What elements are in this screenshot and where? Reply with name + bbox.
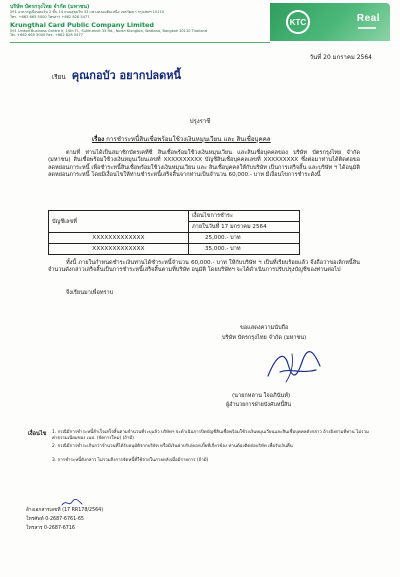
table-header-row — [49, 211, 300, 222]
company-address-thai: 591 อาคารยูเนียนคอร์น 2 ชั้น 14 ถนนสุขุมวิท 33 แขวงคลองตันเหนือ เขตวัฒนา กรุงเทพฯ 10110 — [10, 10, 165, 15]
signer-name: (นายกหลาน ใจอภินันท์) — [232, 393, 291, 399]
body-paragraph-3: จึงเรียนมาเพื่อทราบ — [66, 290, 114, 296]
account-column-header: บัญชีเลขที่ — [49, 211, 189, 233]
signing-company: บริษัท บัตรกรุงไทย จำกัด (มหาชน) — [222, 335, 307, 341]
recipient-label: เรียน — [52, 73, 66, 81]
ktc-logo-banner — [270, 3, 390, 41]
body-paragraph-2: ทั้งนี้ ภายในกำหนดชำระเงินท่านได้ชำระหนี้จำนวน 60,000.- บาท ให้กับบริษัท ฯ เป็นที่เรียบร้อยแล้ว จึงถือว่าขอเลิกหนี้สินจำนวนดังกล่าวเสร็จสิ้นเป็นการชำระหนี้เสร็จสิ้นตามที่บริษัท อนุมัติ โดยบริษัทฯ จะได้ดำเนินการปรับปรุงบัญชีของท่านต่อไป — [48, 260, 360, 274]
footer-reference: อ้างเอกสารเลขที่ (17 RR178/2564) — [26, 508, 104, 513]
condition-item: 2. กรณีมีการชำระเกินกว่าจำนวนที่ได้รับอนุมัติจากบริษัท หรือมีเงินค่าปรับ/ดอกเบี้ยที่เกี่ยวข้อง ท่านต้องติดต่อบริษัท เพื่อรับเงินคืน — [52, 444, 293, 449]
conditions-label: เงื่อนไข — [28, 431, 47, 437]
ktc-logo-icon: KTC — [286, 10, 310, 34]
header-divider — [10, 42, 270, 43]
company-phone-thai: โทร. +662 665 5000 โทรสาร +662 828 5477 — [10, 15, 90, 19]
account-number-cell: XXXXXXXXXXXXX — [49, 244, 189, 255]
letter-date: วันที่ 20 มกราคม 2564 — [309, 54, 372, 61]
condition-item: 1. กรณีมีการชำระหนี้สำเร็จเสร็จสิ้นตามจำนวนที่ระบุแล้ว บริษัทฯ จะดำเนินการปิดบัญชีสินเชื่อพร้อมใช้วงเงินหมุนเวียนและสินเชื่อบุคคลดังกล่าว อ้างอิงตามที่ท่าน ไม่รวมค่าธรรมเนียมของ เนป. (จัดการใหม่) (ถ้ามี) — [52, 430, 369, 441]
recipient-row — [52, 66, 181, 84]
body-paragraph-1: ตามที่ ท่านได้เป็นสมาชิกบัตรเคทีซี สินเชื่อพร้อมใช้วงเงินหมุนเวียน และสินเชื่อบุคคลของ บริษัท บัตรกรุงไทย จำกัด (มหาชน) สินเชื่อพร้อมใช้วงเงินหมุนเวียนเลขที่ XXXXXXXXXX บัญชีสินเชื่อบุคคลเลขที่ XXXXXXXXX ซึ่งต่อมาท่านได้ติดต่อขอลดหย่อนภาระหนี้ เพื่อชำระหนี้สินเชื่อพร้อมใช้วงเงินหมุนเวียน และ สินเชื่อบุคคลให้กับบริษัท เป็นการเสร็จสิ้น และบริษัท ฯ ได้อนุมัติลดหย่อนภาระหนี้ โดยมีเงื่อนไขให้ท่านชำระหนี้เสร็จสิ้นจากท่านเป็นจำนวน 60,000.- บาท มีเงื่อนไขการชำระดังนี้ — [48, 150, 360, 178]
table-row — [49, 233, 300, 244]
terms-deadline-header: ภายในวันที่ 17 มกราคม 2564 — [189, 222, 300, 233]
signer-title: ผู้อำนวยการฝ่ายบังคับหนี้สิน — [226, 402, 292, 408]
table-row — [49, 244, 300, 255]
terms-column-header: เงื่อนไขการชำระ — [189, 211, 300, 222]
company-phone-english: Tel. +662 665 5000 Fax. +662 828 5477 — [10, 33, 83, 38]
subject-line — [92, 134, 271, 144]
letterhead — [10, 4, 310, 38]
amount-cell: 25,000.- บาท — [189, 233, 300, 244]
company-name-thai: บริษัท บัตรกรุงไทย จำกัด (มหาชน) — [10, 4, 90, 10]
company-name-english: Krungthai Card Public Company Limited — [10, 20, 154, 29]
footer-fax: โทรสาร 0-2687-6716 — [26, 526, 75, 531]
company-address-english: 591 United Business Centre II, 14th Fl., Sukhumvit 33 Rd., North Klongton, Wattana, Bangkok 10110 Thailand — [10, 28, 208, 33]
closing-phrase: ขอแสดงความนับถือ — [240, 325, 289, 331]
real-logo-text: Real — [356, 13, 380, 24]
handwritten-signature — [262, 346, 326, 386]
subject-label: เรื่อง — [92, 136, 105, 143]
recipient-name: คุณกอบัว อยากปลดหนี้ — [71, 69, 182, 82]
amount-cell: 35,000.- บาท — [189, 244, 300, 255]
subject-text: การชำระหนี้สินเชื่อพร้อมใช้วงเงินหมุนเวียน และ สินเชื่อบุคคล — [106, 136, 271, 143]
logo-underline — [358, 27, 376, 29]
account-number-cell: XXXXXXXXXXXXX — [49, 233, 189, 244]
footer-contact — [26, 506, 103, 533]
payment-table — [48, 210, 300, 255]
condition-item: 3. การชำระหนี้ดังกล่าว ไม่รวมถึงการจัดหนี้ที่ใช้จ่ายในภายหลังเมื่อมีรายการ (ถ้ามี) — [52, 458, 209, 463]
footer-phone: โทรศัพท์ 0-2687-6761-65 — [26, 517, 84, 522]
salutation: ปรุงราชี — [189, 118, 211, 125]
